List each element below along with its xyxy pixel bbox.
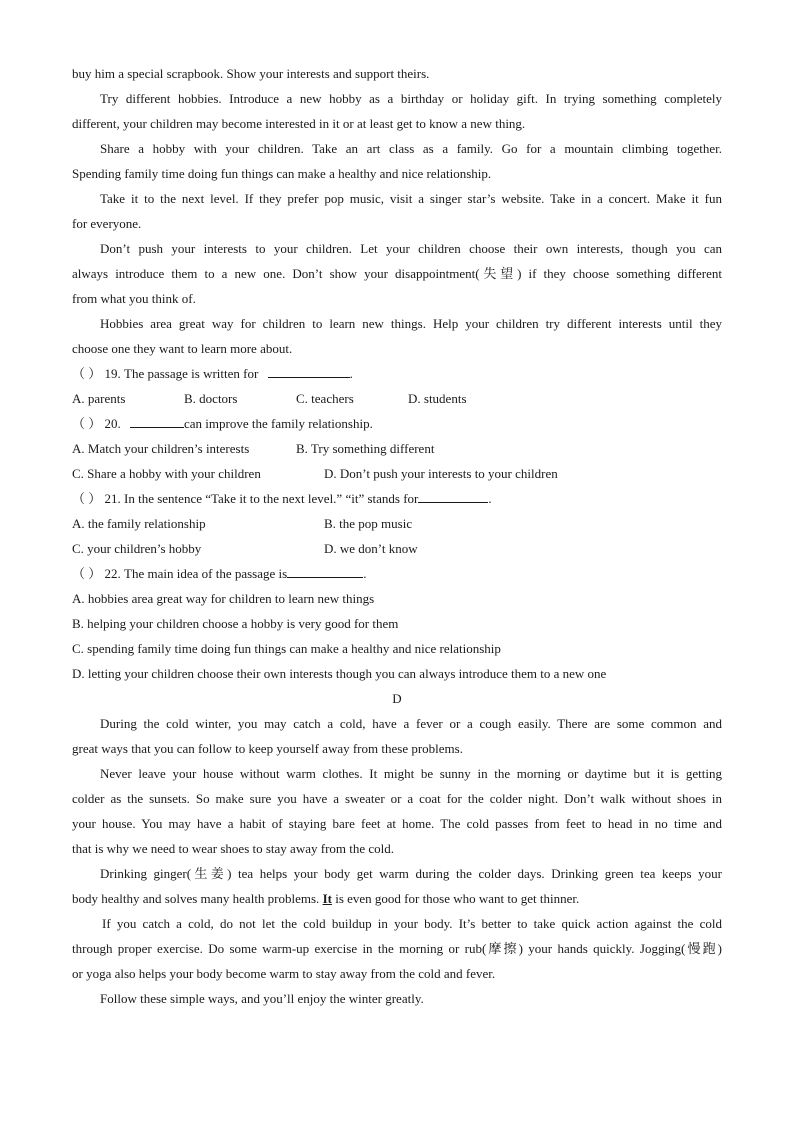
passage-line: Hobbies area great way for children to learn new things. Help your children try different interests until they: [100, 316, 722, 331]
option-d[interactable]: D. letting your children choose their own interests though you can always introduce them to a new one: [72, 666, 607, 681]
option-c[interactable]: C. Share a hobby with your children: [72, 466, 261, 481]
question-period: .: [363, 566, 367, 581]
question-text-after: can improve the family relationship.: [184, 416, 373, 431]
question-text: 20.: [104, 416, 121, 431]
option-a[interactable]: A. hobbies area great way for children to learn new things: [72, 591, 375, 606]
options-row: [72, 461, 722, 486]
passage-line: or yoga also helps your body become warm to stay away from the cold and fever.: [72, 966, 496, 981]
passage-line: If you catch a cold, do not let the cold buildup in your body. It’s better to take quick action against the cold: [102, 916, 722, 931]
passage-line: Take it to the next level. If they prefer pop music, visit a singer star’s website. Take in a concert. Make it fun: [100, 191, 722, 206]
passage-text: body healthy and solves many health problems.: [72, 891, 323, 906]
option-d[interactable]: D. we don’t know: [324, 541, 418, 556]
question-period: .: [349, 366, 353, 381]
passage-line: Don’t push your interests to your children. Let your children choose their own interests, though you can: [100, 241, 722, 256]
passage-line: Spending family time doing fun things can make a healthy and nice relationship.: [72, 166, 492, 181]
answer-blank[interactable]: [287, 563, 363, 578]
passage-line: different, your children may become interested in it or at least get to know a new thing.: [72, 116, 526, 131]
passage-line: Share a hobby with your children. Take an art class as a family. Go for a mountain climbing together.: [100, 141, 722, 156]
answer-blank[interactable]: [418, 488, 488, 503]
option-c[interactable]: C. your children’s hobby: [72, 541, 202, 556]
option-a[interactable]: A. the family relationship: [72, 516, 206, 531]
passage-line: Try different hobbies. Introduce a new hobby as a birthday or holiday gift. In trying something completely: [100, 91, 722, 106]
question-text: 22. The main idea of the passage is: [104, 566, 288, 581]
passage-line: [72, 886, 722, 911]
option-b[interactable]: B. the pop music: [324, 516, 413, 531]
answer-paren[interactable]: （ ）: [72, 566, 102, 581]
answer-paren[interactable]: （ ）: [72, 416, 102, 431]
question-text: 21. In the sentence “Take it to the next level.” “it” stands for: [104, 491, 419, 506]
question-period: .: [488, 491, 492, 506]
question-21: [72, 486, 722, 511]
passage-line: colder as the sunsets. So make sure you have a sweater or a coat for the colder night. Don’t walk without shoes in: [72, 791, 722, 806]
question-20: [72, 411, 722, 436]
passage-line: your house. You may have a habit of staying bare feet at home. The cold passes from feet to head in no time and: [72, 816, 722, 831]
option-b[interactable]: B. doctors: [184, 391, 238, 406]
option-c[interactable]: C. teachers: [296, 391, 354, 406]
passage-line: for everyone.: [72, 216, 142, 231]
exam-page: [72, 61, 722, 1011]
option-c[interactable]: C. spending family time doing fun things can make a healthy and nice relationship: [72, 641, 501, 656]
answer-blank[interactable]: [130, 413, 184, 428]
passage-line: During the cold winter, you may catch a cold, have a fever or a cough easily. There are some common and: [100, 716, 722, 731]
passage-line: Drinking ginger(生姜) tea helps your body get warm during the colder days. Drinking green tea keeps your: [100, 866, 722, 881]
passage-line: choose one they want to learn more about.: [72, 341, 293, 356]
answer-paren[interactable]: （ ）: [72, 491, 102, 506]
options-row: [72, 436, 722, 461]
question-22: [72, 561, 722, 586]
passage-line: from what you think of.: [72, 291, 196, 306]
answer-blank[interactable]: [268, 363, 350, 378]
passage-text: is even good for those who want to get thinner.: [331, 891, 580, 906]
passage-line: Follow these simple ways, and you’ll enjoy the winter greatly.: [100, 991, 424, 1006]
passage-line: through proper exercise. Do some warm-up exercise in the morning or rub(摩擦) your hands quickly. Jogging(慢跑): [72, 941, 722, 956]
option-d[interactable]: D. students: [408, 391, 467, 406]
question-19: [72, 361, 722, 386]
options-row: [72, 386, 722, 411]
option-a[interactable]: A. Match your children’s interests: [72, 441, 250, 456]
passage-line: that is why we need to wear shoes to stay away from the cold.: [72, 841, 395, 856]
passage-line: Never leave your house without warm clothes. It might be sunny in the morning or daytime but it is getting: [100, 766, 722, 781]
option-d[interactable]: D. Don’t push your interests to your children: [324, 466, 558, 481]
question-text: 19. The passage is written for: [104, 366, 259, 381]
answer-paren[interactable]: （ ）: [72, 366, 102, 381]
passage-line: great ways that you can follow to keep yourself away from these problems.: [72, 741, 463, 756]
options-row: [72, 511, 722, 536]
option-b[interactable]: B. Try something different: [296, 441, 435, 456]
option-b[interactable]: B. helping your children choose a hobby is very good for them: [72, 616, 399, 631]
options-row: [72, 536, 722, 561]
section-heading: D: [392, 691, 402, 706]
option-a[interactable]: A. parents: [72, 391, 126, 406]
underlined-it: It: [322, 891, 332, 906]
passage-line: buy him a special scrapbook. Show your interests and support theirs.: [72, 66, 430, 81]
passage-line: always introduce them to a new one. Don’t show your disappointment(失望) if they choose something different: [72, 266, 722, 281]
